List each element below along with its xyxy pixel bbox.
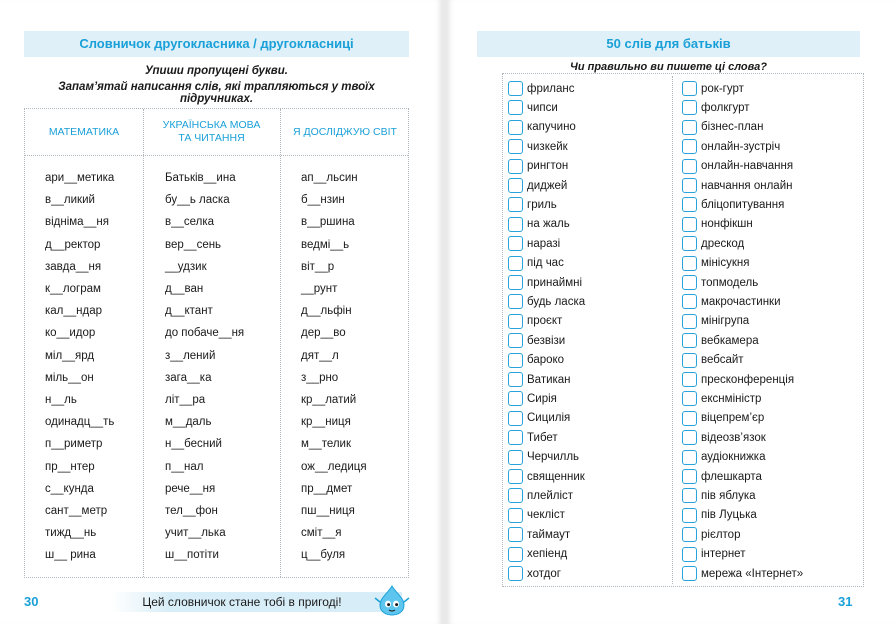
word-label: Сицилія: [527, 412, 571, 425]
word-checkbox[interactable]: [508, 353, 523, 368]
word-label: мінісукня: [701, 257, 750, 270]
instruction-line-2: Запам’ятай написання слів, які трапляються у твоїх підручниках.: [58, 81, 375, 105]
word-item: [508, 428, 558, 447]
footer-text: Цей словничок стане тобі в пригоді!: [142, 595, 342, 609]
word-checkbox[interactable]: [682, 256, 697, 271]
word-item: [508, 157, 568, 176]
word-checkbox[interactable]: [682, 100, 697, 115]
word-item: [682, 292, 781, 311]
word-cell: д__ктант: [165, 305, 213, 318]
word-checkbox[interactable]: [508, 450, 523, 465]
word-cell: рече__ня: [165, 482, 216, 495]
word-cell: з__лений: [165, 349, 216, 362]
word-item: [682, 312, 749, 331]
word-item: [682, 351, 744, 370]
word-cell: Батьків__ина: [165, 172, 236, 184]
word-item: [508, 273, 582, 292]
word-label: хотдог: [527, 567, 561, 580]
word-checkbox[interactable]: [682, 81, 697, 96]
word-checkbox[interactable]: [508, 197, 523, 212]
word-cell: ож__ледиця: [301, 460, 367, 473]
word-checkbox[interactable]: [508, 236, 523, 251]
word-label: віцепрем’єр: [701, 412, 765, 425]
word-cell: літ__ра: [165, 394, 206, 406]
word-item: [508, 312, 562, 331]
word-cell: зага__ка: [165, 371, 212, 384]
word-item: [508, 525, 570, 544]
word-label: навчання онлайн: [701, 179, 793, 192]
word-checkbox[interactable]: [508, 139, 523, 154]
word-item: [508, 389, 557, 408]
word-item: [508, 564, 561, 583]
word-checkbox[interactable]: [508, 314, 523, 329]
column-divider: [280, 109, 281, 577]
word-label: бліцопитування: [701, 198, 785, 211]
word-item: [682, 176, 792, 195]
word-checkbox[interactable]: [682, 275, 697, 290]
word-cell: б__нзин: [301, 194, 345, 207]
word-cell: в__ликий: [45, 194, 95, 207]
word-item: [508, 331, 565, 350]
word-cell: вер__сень: [165, 238, 222, 251]
word-cell: в__селка: [165, 216, 215, 229]
word-item: [682, 234, 744, 253]
word-label: під час: [527, 257, 564, 270]
word-checkbox[interactable]: [508, 430, 523, 445]
word-cell: дят__л: [301, 349, 339, 362]
word-item: [508, 292, 585, 311]
word-cell: д__ван: [165, 283, 204, 295]
word-cell: п__нал: [165, 460, 204, 473]
word-item: [682, 370, 794, 389]
word-item: [508, 448, 579, 467]
word-label: гриль: [527, 198, 557, 211]
word-label: онлайн-зустріч: [701, 140, 781, 153]
word-item: [508, 467, 585, 486]
column-header-math: МАТЕМАТИКА: [48, 125, 120, 138]
word-checkbox[interactable]: [682, 178, 697, 193]
word-cell: д__ректор: [45, 238, 101, 251]
word-checkbox[interactable]: [682, 488, 697, 503]
word-cell: ц__буля: [301, 549, 346, 562]
word-label: таймаут: [527, 528, 571, 541]
word-item: [682, 525, 740, 544]
word-cell: відніма__ня: [45, 216, 109, 229]
word-cell: ш__потіти: [165, 549, 219, 562]
word-label: пів яблука: [701, 489, 756, 502]
word-cell: сант__метр: [45, 505, 108, 517]
word-label: диджей: [527, 179, 568, 192]
word-cell: тижд__нь: [45, 527, 97, 540]
word-label: проєкт: [527, 315, 563, 328]
word-item: [682, 254, 749, 273]
word-label: вебсайт: [701, 354, 744, 367]
word-label: капучино: [527, 121, 576, 134]
word-cell: __удзик: [165, 260, 207, 273]
word-item: [682, 467, 762, 486]
word-cell: до побаче__ня: [165, 327, 245, 340]
word-cell: в__ршина: [301, 216, 355, 229]
word-checkbox[interactable]: [508, 372, 523, 387]
word-checkbox[interactable]: [682, 547, 697, 562]
word-cell: н__ль: [45, 394, 77, 406]
word-checkbox[interactable]: [682, 353, 697, 368]
word-label: вебкамера: [701, 334, 759, 347]
column-divider: [672, 76, 673, 584]
word-checkbox[interactable]: [508, 159, 523, 174]
word-checkbox[interactable]: [682, 566, 697, 581]
word-label: чипси: [527, 101, 558, 114]
word-label: Черчилль: [527, 451, 580, 464]
word-label: мінігрупа: [701, 315, 750, 328]
word-item: [682, 98, 750, 117]
word-checkbox[interactable]: [682, 197, 697, 212]
word-label: принаймні: [527, 276, 583, 289]
word-item: [508, 486, 573, 505]
word-item: [508, 98, 558, 117]
word-item: [508, 176, 567, 195]
word-label: Тибет: [527, 431, 558, 444]
word-label: мережа «Інтернет»: [701, 567, 804, 580]
word-cell: н__бесний: [165, 438, 222, 451]
word-label: топмодель: [701, 276, 759, 289]
word-checkbox[interactable]: [508, 178, 523, 193]
word-label: відеозв’язок: [701, 431, 766, 444]
word-label: наразі: [527, 237, 561, 250]
word-cell: ари__метика: [45, 172, 115, 184]
word-checkbox[interactable]: [508, 275, 523, 290]
word-item: [508, 195, 557, 214]
word-item: [508, 409, 570, 428]
word-label: фриланс: [527, 82, 575, 95]
word-label: інтернет: [701, 548, 746, 561]
left-page: [0, 0, 442, 624]
word-cell: с__кунда: [45, 482, 94, 495]
word-item: [682, 506, 757, 525]
word-checkbox[interactable]: [508, 527, 523, 542]
word-label: рок-гурт: [701, 82, 744, 95]
word-item: [682, 273, 758, 292]
word-label: хепіенд: [527, 548, 568, 561]
word-item: [682, 409, 764, 428]
word-label: онлайн-навчання: [701, 160, 794, 173]
word-cell: ко__идор: [45, 327, 96, 340]
word-item: [682, 486, 756, 505]
word-checkbox[interactable]: [508, 217, 523, 232]
words-box: [502, 73, 864, 587]
word-item: [682, 79, 744, 98]
word-cell: завда__ня: [45, 260, 102, 273]
parents-words-title: 50 слів для батьків: [477, 31, 860, 57]
word-checkbox[interactable]: [508, 256, 523, 271]
word-cell: віт__р: [301, 260, 335, 273]
word-checkbox[interactable]: [508, 81, 523, 96]
column-header-ukrainian: УКРАЇНСЬКА МОВА ТА ЧИТАННЯ: [162, 119, 261, 144]
word-label: чизкейк: [527, 140, 568, 153]
word-item: [682, 215, 753, 234]
word-item: [508, 506, 565, 525]
word-label: пресконференція: [701, 373, 795, 386]
word-checkbox[interactable]: [682, 217, 697, 232]
word-label: пів Луцька: [701, 509, 757, 522]
word-checkbox[interactable]: [508, 411, 523, 426]
word-checkbox[interactable]: [508, 391, 523, 406]
word-item: [682, 195, 784, 214]
word-checkbox[interactable]: [682, 139, 697, 154]
word-cell: м__даль: [165, 416, 212, 429]
word-cell: д__льфін: [301, 305, 352, 318]
word-cell: __рунт: [301, 283, 338, 295]
word-checkbox[interactable]: [682, 527, 697, 542]
word-item: [508, 254, 564, 273]
word-label: священник: [527, 470, 585, 483]
word-cell: кал__ндар: [45, 305, 103, 318]
word-label: безвізи: [527, 334, 566, 347]
word-item: [682, 448, 765, 467]
word-item: [508, 234, 560, 253]
word-checkbox[interactable]: [508, 469, 523, 484]
word-checkbox[interactable]: [682, 294, 697, 309]
word-checkbox[interactable]: [682, 372, 697, 387]
word-item: [682, 137, 780, 156]
word-checkbox[interactable]: [508, 508, 523, 523]
word-item: [508, 370, 571, 389]
page-title: Словничок другокласника / другокласниці: [24, 31, 409, 57]
word-checkbox[interactable]: [682, 469, 697, 484]
word-label: рієлтор: [701, 528, 741, 541]
column-header-science: Я ДОСЛІДЖУЮ СВІТ: [293, 125, 397, 138]
word-item: [682, 389, 761, 408]
word-checkbox[interactable]: [682, 159, 697, 174]
word-item: [508, 545, 567, 564]
word-cell: сміт__я: [301, 527, 342, 540]
word-checkbox[interactable]: [508, 294, 523, 309]
word-checkbox[interactable]: [682, 430, 697, 445]
word-label: будь ласка: [527, 295, 586, 308]
word-cell: тел__фон: [165, 505, 218, 517]
parents-words-subtitle: Чи правильно ви пишете ці слова?: [570, 61, 767, 73]
word-cell: міль__он: [45, 371, 94, 384]
word-item: [682, 157, 793, 176]
word-label: флешкарта: [701, 470, 762, 483]
word-checkbox[interactable]: [682, 450, 697, 465]
header-divider: [25, 155, 408, 156]
word-checkbox[interactable]: [682, 333, 697, 348]
word-cell: пр__дмет: [301, 482, 353, 495]
word-cell: м__телик: [301, 438, 352, 451]
word-item: [508, 215, 570, 234]
word-item: [508, 137, 568, 156]
word-label: фолкгурт: [701, 101, 750, 114]
word-label: чекліст: [527, 509, 565, 522]
page-number: 30: [24, 594, 39, 609]
word-checkbox[interactable]: [682, 314, 697, 329]
word-label: аудіокнижка: [701, 451, 766, 464]
word-cell: ведмі__ь: [301, 238, 350, 251]
word-checkbox[interactable]: [682, 508, 697, 523]
word-checkbox[interactable]: [508, 488, 523, 503]
word-checkbox[interactable]: [508, 100, 523, 115]
word-cell: пш__ниця: [301, 505, 355, 517]
word-item: [508, 351, 564, 370]
water-drop-mascot-icon: [374, 584, 410, 616]
word-label: макрочастинки: [701, 295, 781, 308]
word-cell: бу__ь ласка: [165, 194, 230, 207]
word-cell: ап__льсин: [301, 172, 358, 184]
word-label: дрескод: [701, 237, 745, 250]
word-item: [682, 428, 766, 447]
word-item: [508, 79, 575, 98]
word-cell: дер__во: [301, 327, 346, 340]
word-item: [682, 118, 763, 137]
word-checkbox[interactable]: [682, 411, 697, 426]
word-cell: з__рно: [301, 371, 339, 384]
word-cell: учит__лька: [165, 527, 226, 540]
word-checkbox[interactable]: [682, 236, 697, 251]
word-label: екснміністр: [701, 392, 762, 405]
word-cell: кр__латий: [301, 394, 357, 406]
word-checkbox[interactable]: [508, 547, 523, 562]
word-checkbox[interactable]: [508, 120, 523, 135]
word-label: нонфікшн: [701, 218, 753, 231]
word-cell: пр__нтер: [45, 460, 95, 473]
word-cell: ш__ рина: [45, 549, 96, 562]
word-checkbox[interactable]: [682, 391, 697, 406]
word-cell: к__лограм: [45, 283, 101, 295]
word-label: рингтон: [527, 160, 569, 173]
word-item: [682, 331, 759, 350]
word-checkbox[interactable]: [508, 566, 523, 581]
word-cell: кр__ниця: [301, 416, 351, 429]
word-checkbox[interactable]: [682, 120, 697, 135]
word-cell: одинадц__ть: [45, 416, 115, 429]
word-label: бароко: [527, 354, 565, 367]
word-item: [682, 545, 745, 564]
column-divider: [143, 109, 144, 577]
instruction-line-1: Упиши пропущені букви.: [145, 65, 288, 77]
word-label: Ватикан: [527, 373, 571, 386]
word-item: [682, 564, 803, 583]
word-label: плейліст: [527, 489, 574, 502]
word-item: [508, 118, 576, 137]
vocabulary-table: [24, 108, 409, 578]
word-cell: міл__ярд: [45, 349, 95, 362]
word-label: на жаль: [527, 218, 570, 231]
word-cell: п__риметр: [45, 438, 103, 451]
page-number: 31: [838, 594, 853, 609]
word-checkbox[interactable]: [508, 333, 523, 348]
word-label: Сирія: [527, 392, 557, 405]
word-label: бізнес-план: [701, 121, 764, 134]
right-page: [447, 0, 895, 624]
